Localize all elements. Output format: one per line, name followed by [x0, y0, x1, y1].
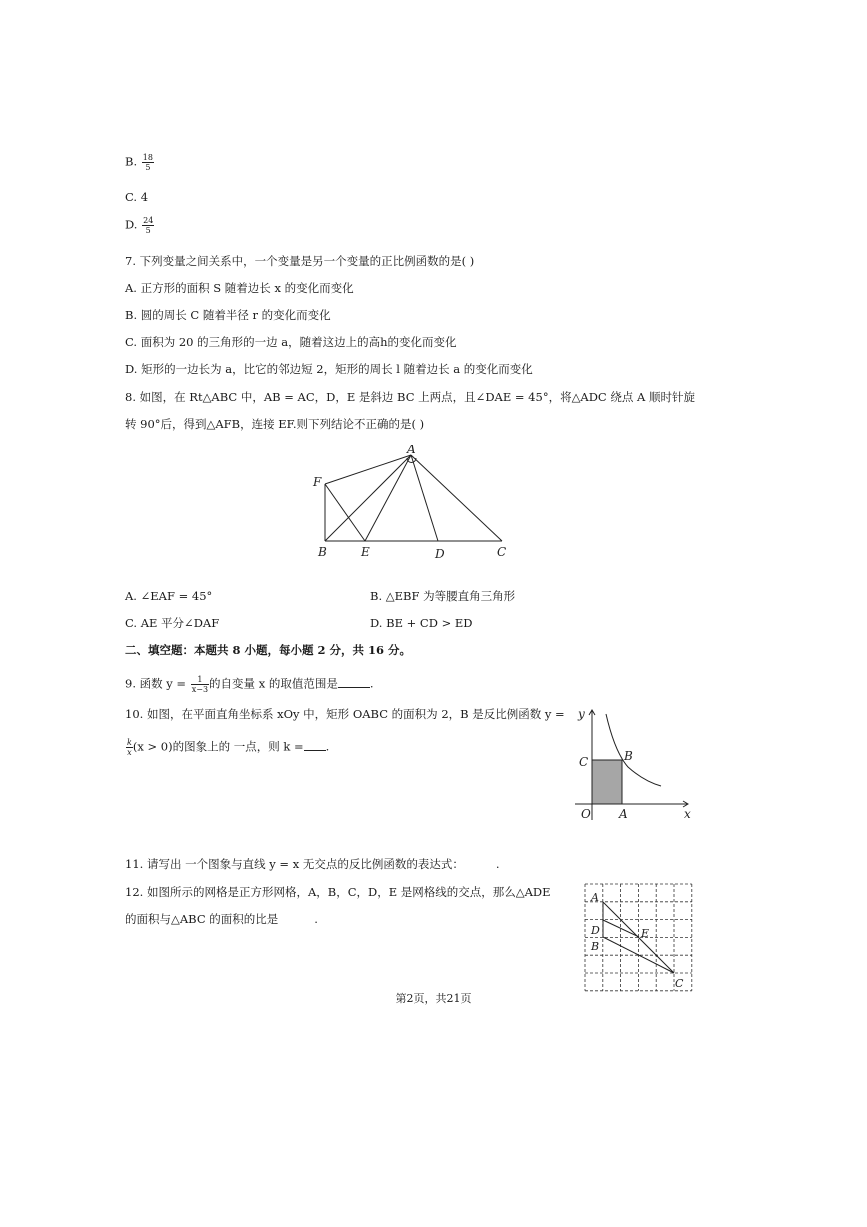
fraction-numerator: k: [127, 738, 132, 747]
question-10-line1: 10. 如图，在平面直角坐标系 xOy 中，矩形 OABC 的面积为 2，B 是反比例函数 y =: [125, 707, 565, 721]
option-8b: B. △EBF 为等腰直角三角形: [370, 589, 516, 603]
option-7b: B. 圆的周长 C 随着半径 r 的变化而变化: [125, 308, 331, 322]
grid-figure-svg: [582, 883, 694, 993]
answer-blank[interactable]: [338, 676, 370, 688]
option-label: D.: [125, 217, 142, 232]
label-a: A: [619, 807, 628, 821]
segment-bc: [603, 937, 674, 973]
label-c: C: [579, 755, 589, 769]
coordinate-figure-svg: [570, 700, 700, 825]
segment-ab: [325, 455, 411, 541]
label-e: E: [361, 545, 370, 559]
question-12-end: .: [314, 912, 318, 926]
label-e: E: [641, 927, 650, 940]
question-11-text: 11. 请写出 一个图象与直线 y = x 无交点的反比例函数的表达式：: [125, 857, 464, 871]
segment-de: [603, 920, 639, 937]
question-12-line2: [125, 911, 318, 927]
page-footer: 第2页，共21页: [395, 992, 472, 1005]
label-b: B: [591, 940, 600, 953]
question-9-prefix: 9. 函数 y =: [125, 676, 190, 691]
fraction-denominator: 5: [145, 226, 151, 235]
label-a: A: [591, 891, 599, 904]
fraction-denominator: x: [127, 748, 132, 757]
label-b: B: [624, 749, 633, 763]
question-12-text: 的面积与△ABC 的面积的比是: [125, 912, 279, 926]
option-6c: C. 4: [125, 190, 149, 204]
question-10-end: .: [325, 739, 330, 754]
label-b: B: [318, 545, 327, 559]
question-10-line2: [125, 738, 329, 757]
option-8a: A. ∠EAF = 45°: [125, 589, 213, 603]
label-c: C: [675, 977, 684, 990]
fraction-numerator: 1: [191, 675, 209, 685]
option-6b: [125, 153, 154, 172]
segment-ac: [603, 902, 674, 973]
segment-fe: [325, 484, 365, 541]
fraction-numerator: 18: [142, 153, 153, 162]
fraction-numerator: 24: [143, 216, 154, 225]
question-12-line1: 12. 如图所示的网格是正方形网格，A，B，C，D，E 是网格线的交点，那么△ADE: [125, 885, 551, 899]
option-7c: C. 面积为 20 的三角形的一边 a，随着这边上的高h的变化而变化: [125, 335, 457, 349]
question-8-stem-line1: 8. 如图，在 Rt△ABC 中，AB = AC，D，E 是斜边 BC 上两点，且∠DAE = 45°，将△ADC 绕点 A 顺时针旋: [125, 390, 696, 404]
label-f: F: [313, 475, 322, 489]
option-7d: D. 矩形的一边长为 a，比它的邻边短 2，矩形的周长 l 随着边长 a 的变化而变化: [125, 362, 533, 376]
question-10-rest: (x > 0)的图象上的 一点，则 k =: [132, 739, 304, 754]
question-9-suffix: 的自变量 x 的取值范围是: [209, 676, 338, 691]
section-2-title: 二、填空题：本题共 8 小题，每小题 2 分，共 16 分。: [125, 643, 412, 657]
option-8c: C. AE 平分∠DAF: [125, 616, 220, 630]
fraction: [191, 675, 209, 694]
rectangle-oabc: [592, 760, 622, 804]
coordinate-figure: [570, 700, 700, 825]
option-label: B.: [125, 154, 141, 169]
option-8d: D. BE + CD > ED: [370, 616, 473, 630]
label-d: D: [591, 924, 600, 937]
option-7a: A. 正方形的面积 S 随着边长 x 的变化而变化: [125, 281, 354, 295]
label-a: A: [407, 445, 416, 456]
label-x: x: [684, 807, 691, 821]
question-11-end: .: [495, 857, 500, 871]
question-9: [125, 675, 374, 694]
label-o: O: [581, 807, 591, 821]
answer-blank[interactable]: [304, 739, 326, 751]
question-9-end: .: [369, 676, 374, 691]
grid-figure: [582, 883, 694, 993]
fraction-denominator: x−3: [191, 685, 209, 694]
fraction: [142, 216, 154, 235]
triangle-figure: [305, 445, 520, 565]
option-6d: [125, 216, 154, 235]
question-11: [125, 856, 500, 872]
triangle-figure-svg: [305, 445, 520, 565]
label-d: D: [435, 547, 445, 561]
fraction: [126, 738, 133, 757]
question-7-stem: 7. 下列变量之间关系中，一个变量是另一个变量的正比例函数的是( ): [125, 254, 475, 268]
fraction-denominator: 5: [145, 163, 151, 172]
label-y: y: [578, 707, 585, 721]
question-8-stem-line2: 转 90°后，得到△AFB，连接 EF.则下列结论不正确的是( ): [125, 417, 425, 431]
label-c: C: [497, 545, 507, 559]
fraction: [142, 153, 154, 172]
